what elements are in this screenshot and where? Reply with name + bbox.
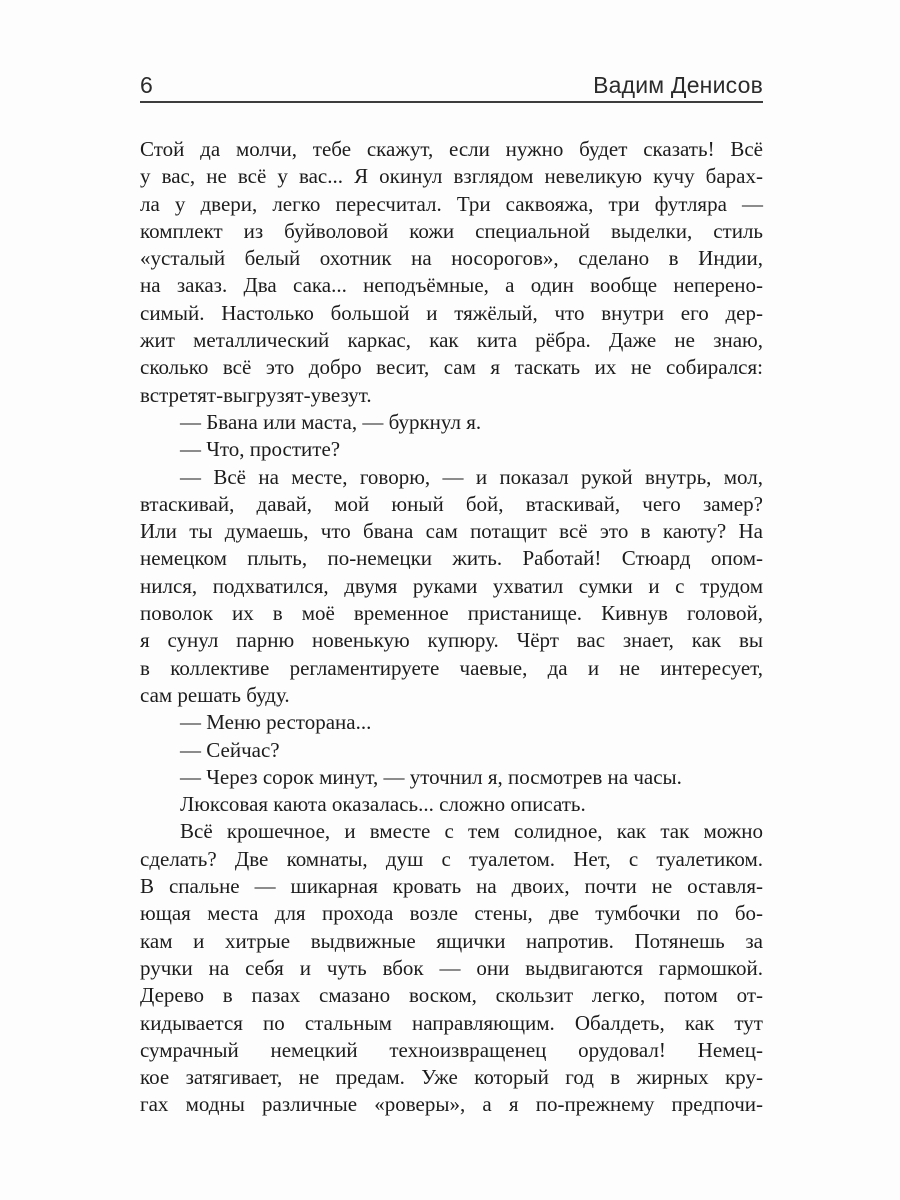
text-line: сколько всё это добро весит, сам я таскать их не собирался:	[140, 355, 763, 380]
text-line: ручки на себя и чуть вбок — они выдвигаются гармошкой.	[140, 955, 763, 980]
text-line: сам решать буду.	[140, 682, 290, 707]
text-line: гах модны различные «роверы», а я по-прежнему предпочи-	[140, 1092, 763, 1117]
text-line: немецком плыть, по-немецки жить. Работай! Стюард опом-	[140, 546, 763, 571]
text-line: «усталый белый охотник на носорогов», сделано в Индии,	[140, 246, 763, 271]
text-line: — Через сорок минут, — уточнил я, посмотрев на часы.	[180, 764, 682, 789]
paragraph	[140, 136, 763, 409]
text-line: Стой да молчи, тебе скажут, если нужно будет сказать! Всё	[140, 137, 763, 161]
text-line: жит металлический каркас, как кита рёбра. Даже не знаю,	[140, 328, 763, 353]
text-line: втаскивай, давай, мой юный бой, втаскивай, чего замер?	[140, 491, 763, 516]
header-rule	[140, 101, 763, 103]
text-line: кам и хитрые выдвижные ящички напротив. Потянешь за	[140, 928, 763, 953]
paragraph	[140, 709, 763, 736]
text-line: Люксовая каюта оказалась... сложно описать.	[180, 792, 586, 817]
text-line: поволок их в моё временное пристанище. Кивнув головой,	[140, 601, 763, 626]
text-line: — Сейчас?	[180, 737, 280, 762]
text-line: Дерево в пазах смазано воском, скользит легко, потом от-	[140, 983, 763, 1008]
paragraph	[140, 436, 763, 463]
text-line: кидывается по стальным направляющим. Обалдеть, как тут	[140, 1010, 763, 1035]
text-line: Всё крошечное, и вместе с тем солидное, как так можно	[180, 819, 763, 844]
text-line: — Меню ресторана...	[180, 710, 372, 735]
text-line: комплект из буйволовой кожи специальной выделки, стиль	[140, 218, 763, 243]
text-line: Или ты думаешь, что бвана сам потащит всё это в каюту? На	[140, 519, 763, 544]
running-title: Вадим Денисов	[593, 72, 763, 98]
text-line: на заказ. Два сака... неподъёмные, а один вообще неперено-	[140, 273, 763, 298]
body-text	[140, 136, 763, 1119]
text-line: — Бвана или маста, — буркнул я.	[180, 409, 482, 434]
text-line: симый. Настолько большой и тяжёлый, что внутри его дер-	[140, 300, 763, 325]
paragraph	[140, 764, 763, 791]
text-line: в коллективе регламентируете чаевые, да и не интересует,	[140, 655, 763, 680]
text-line: нился, подхватился, двумя руками ухватил сумки и с трудом	[140, 573, 763, 598]
text-line: В спальне — шикарная кровать на двоих, почти не оставля-	[140, 874, 763, 899]
text-line: — Что, простите?	[180, 437, 341, 462]
text-line: ла у двери, легко пересчитал. Три саквояжа, три футляра —	[140, 191, 763, 216]
text-line: кое затягивает, не предам. Уже который год в жирных кру-	[140, 1065, 763, 1090]
paragraph	[140, 818, 763, 1118]
page-number: 6	[140, 72, 153, 98]
text-line: я сунул парню новенькую купюру. Чёрт вас знает, как вы	[140, 628, 763, 653]
text-line: ющая места для прохода возле стены, две тумбочки по бо-	[140, 901, 763, 926]
paragraph	[140, 409, 763, 436]
paragraph	[140, 464, 763, 710]
paragraph	[140, 791, 763, 818]
text-line: сделать? Две комнаты, душ с туалетом. Нет, с туалетиком.	[140, 846, 763, 871]
running-header	[140, 72, 763, 99]
text-line: — Всё на месте, говорю, — и показал рукой внутрь, мол,	[180, 464, 763, 489]
text-line: у вас, не всё у вас... Я окинул взглядом невеликую кучу барах-	[140, 164, 763, 189]
paragraph	[140, 737, 763, 764]
text-line: встретят-выгрузят-увезут.	[140, 382, 372, 407]
text-line: сумрачный немецкий техноизвращенец орудовал! Немец-	[140, 1037, 763, 1062]
